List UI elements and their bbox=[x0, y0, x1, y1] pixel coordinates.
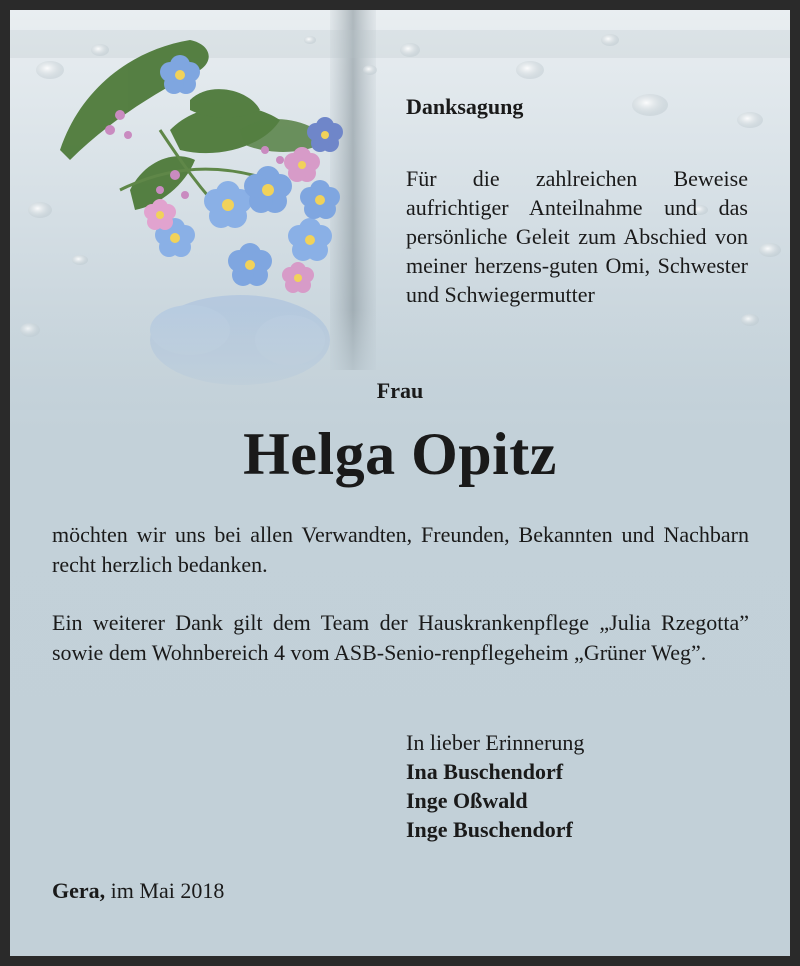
signer-name: Inge Buschendorf bbox=[406, 817, 573, 842]
heading-danksagung: Danksagung bbox=[406, 94, 524, 119]
closing-phrase: In lieber Erinnerung bbox=[406, 730, 585, 755]
signer-name: Ina Buschendorf bbox=[406, 759, 564, 784]
place-date bbox=[52, 878, 224, 904]
thanks-paragraph: möchten wir uns bei allen Verwandten, Freunden, Bekannten und Nachbarn recht herzlich bedanken. bbox=[52, 522, 749, 577]
signer-name: Inge Oßwald bbox=[406, 788, 528, 813]
date: im Mai 2018 bbox=[110, 878, 225, 903]
intro-paragraph: Für die zahlreichen Beweise aufrichtiger Anteilnahme und das persönliche Geleit zum Abschied von meiner herzens-guten Omi, Schwester und Schwiegermutter bbox=[406, 166, 748, 307]
place: Gera, bbox=[52, 878, 106, 903]
additional-thanks-paragraph: Ein weiterer Dank gilt dem Team der Hauskrankenpflege „Julia Rzegotta” sowie dem Wohnbereich 4 vom ASB-Senio-renpflegeheim „Grüner Weg”. bbox=[52, 610, 749, 665]
deceased-name: Helga Opitz bbox=[243, 421, 557, 487]
title-frau: Frau bbox=[376, 378, 424, 403]
